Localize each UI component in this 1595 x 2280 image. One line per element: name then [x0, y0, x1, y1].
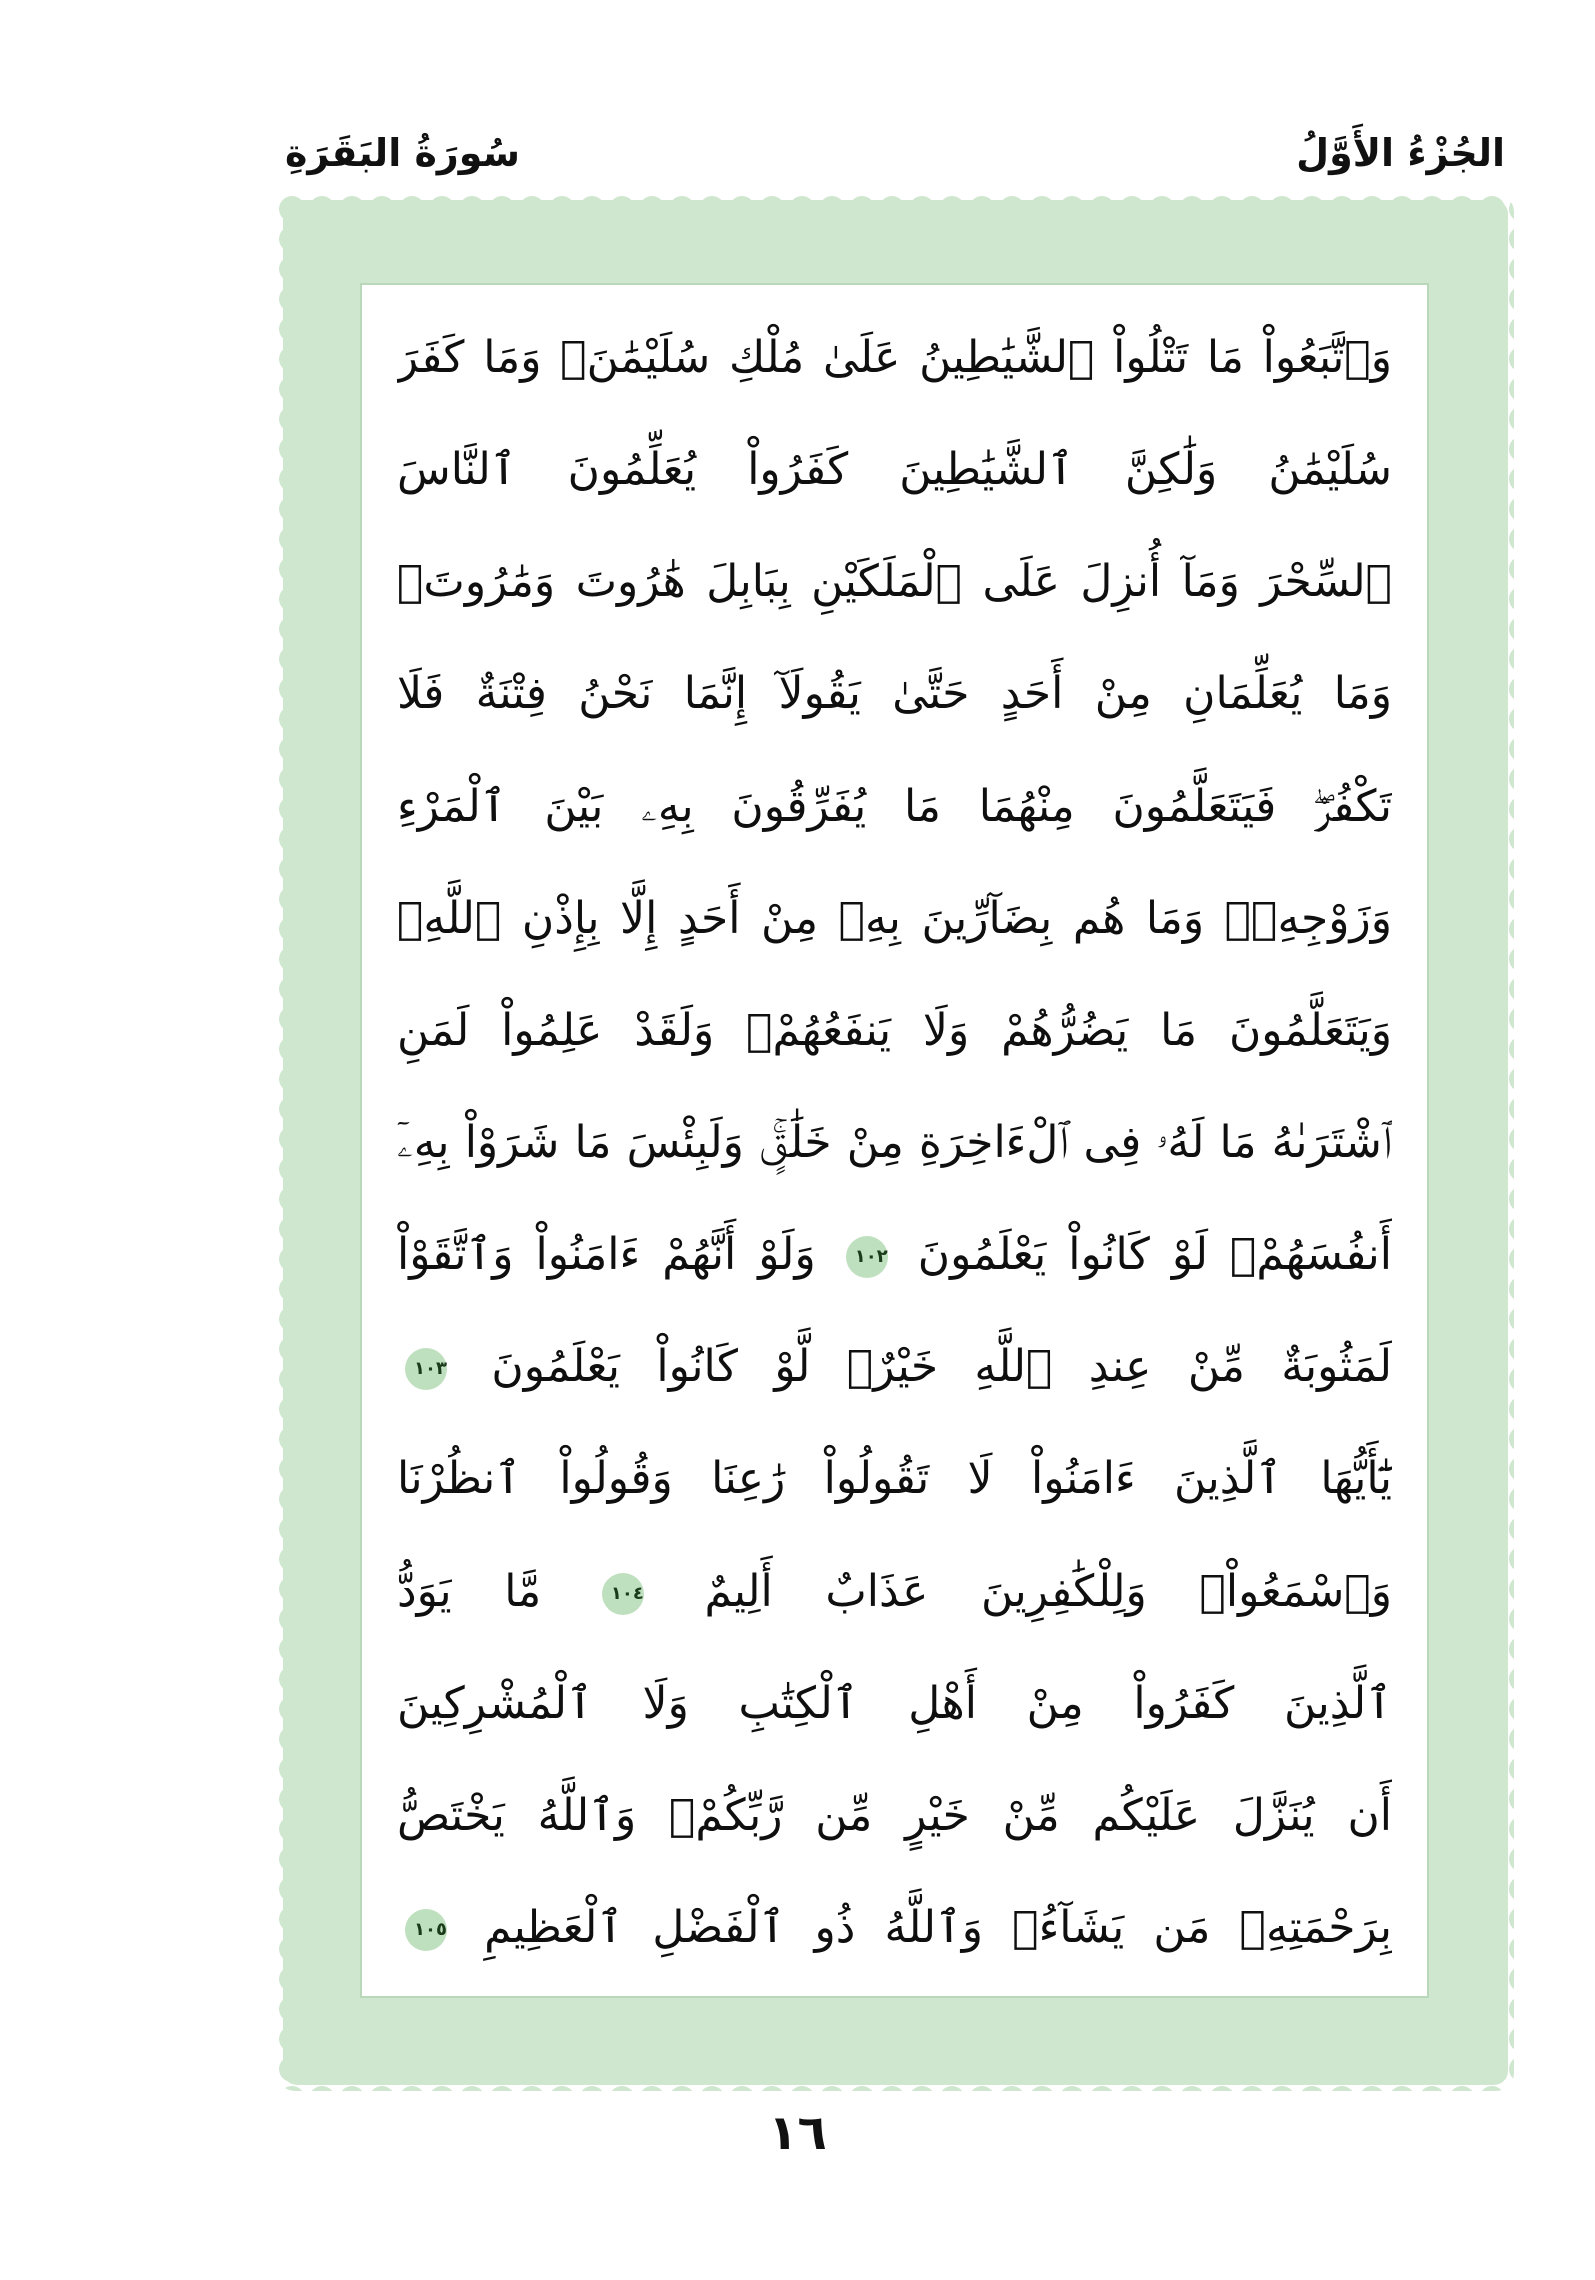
text-line-6: وَزَوْجِهِۦۚ وَمَا هُم بِضَآرِّينَ بِهِۦ مِنْ أَحَدٍ إِلَّا بِإِذْنِ ٱللَّهِۚ [397, 892, 1392, 944]
text-line-5: تَكْفُرْۖ فَيَتَعَلَّمُونَ مِنْهُمَا مَا يُفَرِّقُونَ بِهِۦ بَيْنَ ٱلْمَرْءِ [397, 780, 1392, 832]
text-line-13: ٱلَّذِينَ كَفَرُواْ مِنْ أَهْلِ ٱلْكِتَٰبِ وَلَا ٱلْمُشْرِكِينَ [397, 1677, 1392, 1729]
page-frame [283, 200, 1508, 2085]
page-number: ١٦ [768, 2105, 827, 2161]
text-line-2: سُلَيْمَٰنُ وَلَٰكِنَّ ٱلشَّيَٰطِينَ كَفَرُواْ يُعَلِّمُونَ ٱلنَّاسَ [397, 444, 1392, 496]
text-panel [360, 283, 1429, 1998]
ayah-number-marker: ١٠٢ [846, 1236, 888, 1278]
text-line-11: يَٰٓأَيُّهَا ٱلَّذِينَ ءَامَنُواْ لَا تَقُولُواْ رَٰعِنَا وَقُولُواْ ٱنظُرْنَا [397, 1453, 1392, 1505]
surah-title: سُورَةُ البَقَرَةِ [285, 131, 520, 175]
text-line-1: وَٱتَّبَعُواْ مَا تَتْلُواْ ٱلشَّيَٰطِينُ عَلَىٰ مُلْكِ سُلَيْمَٰنَۖ وَمَا كَفَرَ [397, 332, 1392, 383]
juz-title: الجُزْءُ الأَوَّلُ [1296, 131, 1505, 175]
text-line-15: بِرَحْمَتِهِۦ مَن يَشَآءُۚ وَٱللَّهُ ذُو ٱلْفَضْلِ ٱلْعَظِيمِ ١٠٥ [397, 1880, 1392, 1976]
ayah-number-marker: ١٠٤ [602, 1573, 644, 1615]
text-line-9: أَنفُسَهُمْۚ لَوْ كَانُواْ يَعْلَمُونَ ١٠٢ وَلَوْ أَنَّهُمْ ءَامَنُواْ وَٱتَّقَوْاْ [397, 1229, 1392, 1281]
text-line-14: أَن يُنَزَّلَ عَلَيْكُم مِّنْ خَيْرٍ مِّن رَّبِّكُمْۗ وَٱللَّهُ يَخْتَصُّ [397, 1789, 1392, 1841]
ayah-number-marker: ١٠٥ [405, 1909, 447, 1951]
text-line-8: ٱشْتَرَىٰهُ مَا لَهُۥ فِى ٱلْءَاخِرَةِ مِنْ خَلَٰقٍۚ وَلَبِئْسَ مَا شَرَوْاْ بِهِۦٓ [397, 1116, 1392, 1168]
text-line-10: لَمَثُوبَةٌ مِّنْ عِندِ ٱللَّهِ خَيْرٌۖ لَّوْ كَانُواْ يَعْلَمُونَ ١٠٣ [397, 1319, 1392, 1415]
text-line-7: وَيَتَعَلَّمُونَ مَا يَضُرُّهُمْ وَلَا يَنفَعُهُمْۚ وَلَقَدْ عَلِمُواْ لَمَنِ [397, 1004, 1392, 1056]
text-line-12: وَٱسْمَعُواْۗ وَلِلْكَٰفِرِينَ عَذَابٌ أَلِيمٌ ١٠٤ مَّا يَوَدُّ [397, 1565, 1392, 1617]
page-header [285, 118, 1505, 188]
text-line-3: ٱلسِّحْرَ وَمَآ أُنزِلَ عَلَى ٱلْمَلَكَيْنِ بِبَابِلَ هَٰرُوتَ وَمَٰرُوتَۚ [397, 556, 1392, 608]
ayah-number-marker: ١٠٣ [405, 1348, 447, 1390]
text-line-4: وَمَا يُعَلِّمَانِ مِنْ أَحَدٍ حَتَّىٰ يَقُولَآ إِنَّمَا نَحْنُ فِتْنَةٌ فَلَا [397, 668, 1392, 720]
